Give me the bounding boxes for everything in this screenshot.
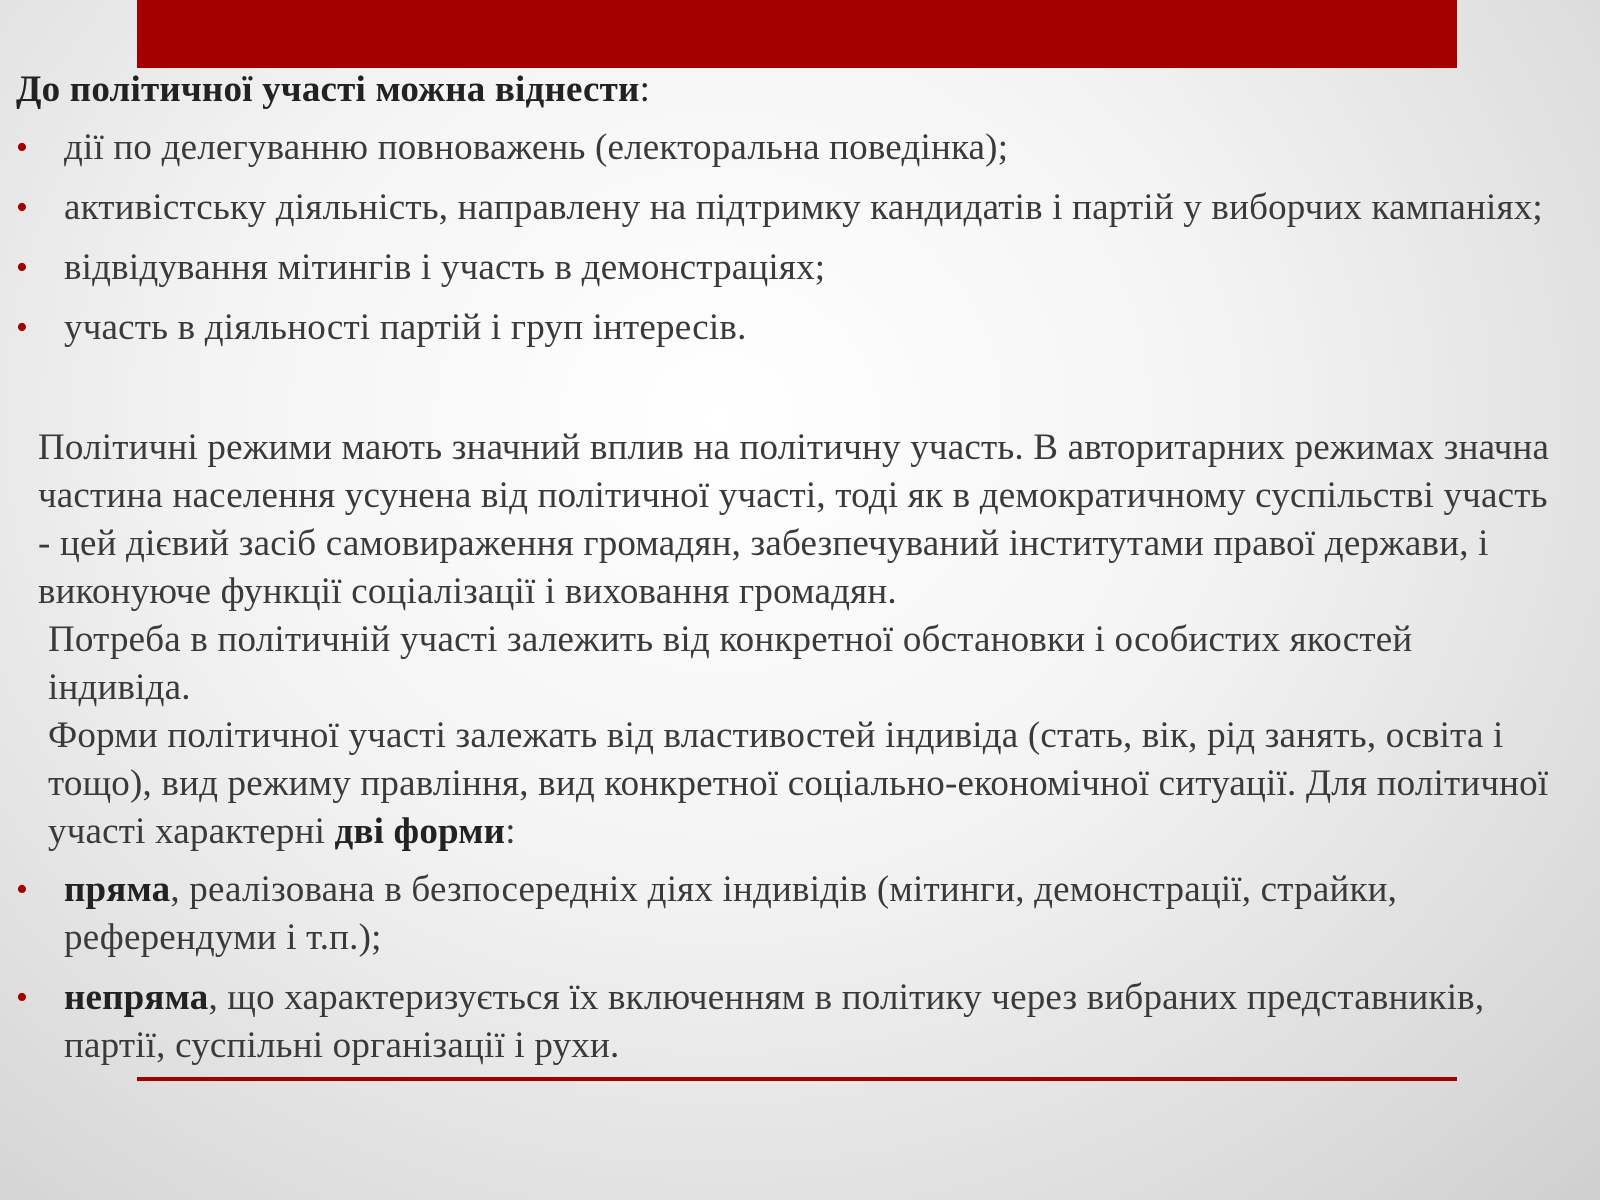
- list-item-text: дії по делегуванню повноважень (електоральна поведінка);: [64, 127, 1009, 168]
- form-description: , що характеризується їх включенням в політику через вибраних представників, партії, суспільні організації і рухи.: [64, 977, 1485, 1066]
- paragraph-forms: [16, 712, 1561, 856]
- bullet-icon: •: [16, 249, 29, 286]
- list-item: [16, 974, 1561, 1070]
- bullet-icon: •: [16, 871, 29, 908]
- spacer: [16, 364, 1561, 424]
- bullet-icon: •: [16, 979, 29, 1016]
- participation-list: [16, 124, 1561, 352]
- form-name: непряма: [64, 977, 209, 1018]
- list-item: [16, 124, 1561, 172]
- list-item-text: активістську діяльність, направлену на підтримку кандидатів і партій у виборчих кампаніях;: [64, 187, 1543, 228]
- bullet-icon: •: [16, 309, 29, 346]
- list-item: [16, 866, 1561, 962]
- slide-heading: [16, 66, 1561, 114]
- form-name: пряма: [64, 869, 171, 910]
- list-item-text: участь в діяльності партій і груп інтересів.: [64, 307, 747, 348]
- paragraph-forms-bold: дві форми: [334, 811, 506, 852]
- form-description: , реалізована в безпосередніх діях індивідів (мітинги, демонстрації, страйки, референдуми і т.п.);: [64, 869, 1398, 958]
- list-item: [16, 304, 1561, 352]
- list-item: [16, 184, 1561, 232]
- slide-body: [16, 66, 1561, 1082]
- paragraph-regimes: Політичні режими мають значний вплив на політичну участь. В авторитарних режимах значна частина населення усунена від політичної участі, тоді як в демократичному суспільстві участь - цей дієвий засіб самовираження громадян, забезпечуваний інститутами правої держави, і виконуюче функції соціалізації і виховання громадян.: [38, 427, 1550, 612]
- bullet-icon: •: [16, 189, 29, 226]
- forms-list: [16, 866, 1561, 1070]
- heading-suffix: :: [639, 69, 651, 110]
- list-item-text: відвідування мітингів і участь в демонстраціях;: [64, 247, 826, 288]
- bottom-accent-line: [137, 1077, 1457, 1081]
- bullet-icon: •: [16, 129, 29, 166]
- top-accent-bar: [137, 0, 1457, 68]
- paragraph-forms-text: Форми політичної участі залежать від властивостей індивіда (стать, вік, рід занять, освіта і тощо), вид режиму правління, вид конкретної соціально-економічної ситуації. Для політичної участі характерні: [48, 715, 1549, 852]
- heading-bold: До політичної участі можна віднести: [16, 69, 640, 110]
- list-item: [16, 244, 1561, 292]
- paragraph-need: Потреба в політичній участі залежить від конкретної обстановки і особистих якостей індивіда.: [48, 619, 1413, 708]
- paragraph-forms-suffix: :: [505, 811, 516, 852]
